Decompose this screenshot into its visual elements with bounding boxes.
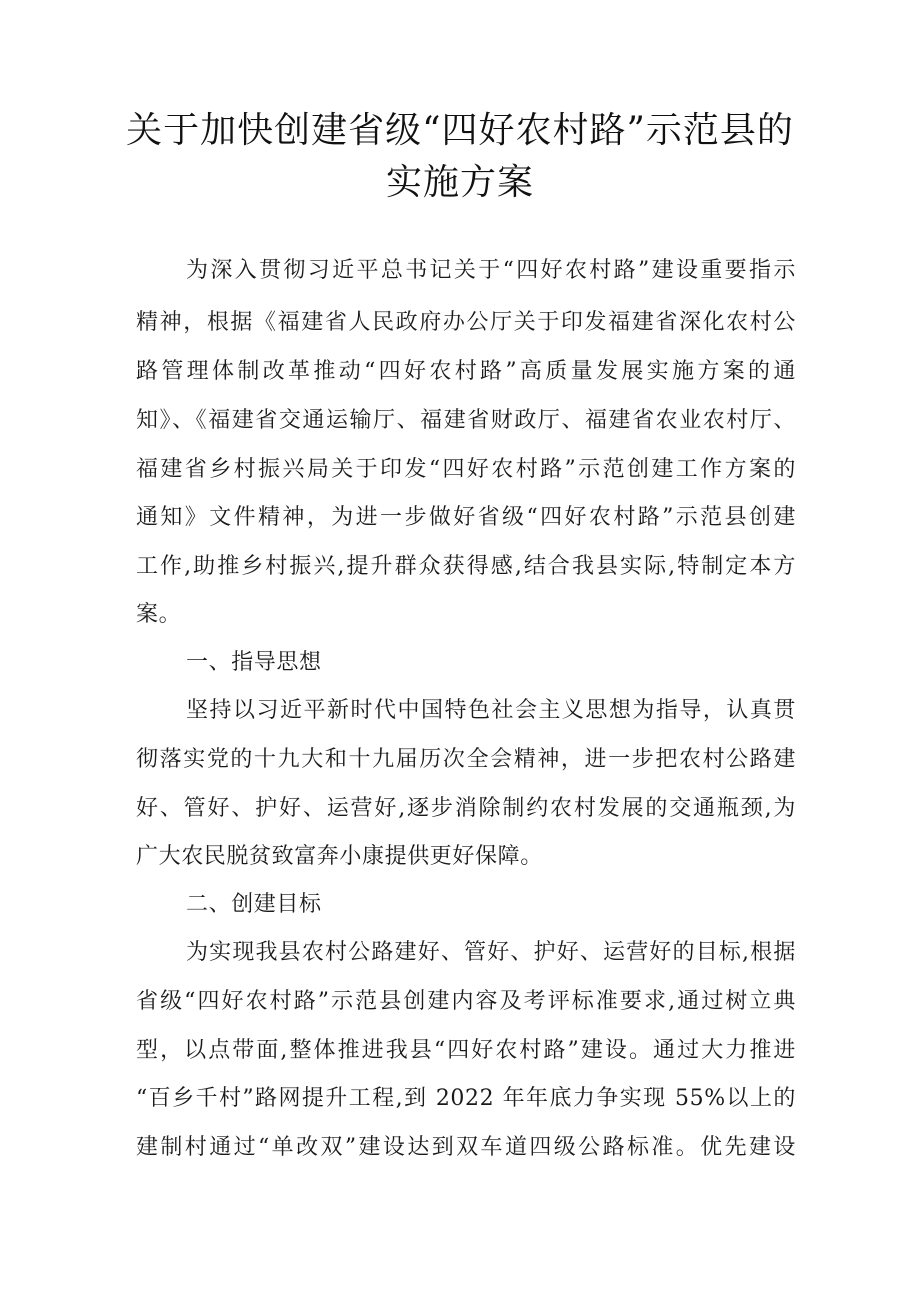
paragraph-line: 知》、《福建省交通运输厅、福建省财政厅、福建省农业农村厅、 (136, 408, 796, 433)
paragraph-line: 型，以点带面,整体推进我县“四好农村路”建设。通过大力推进 (136, 1038, 796, 1063)
paragraph-line: 建制村通过“单改双”建设达到双车道四级公路标准。优先建设 (136, 1135, 796, 1160)
paragraph-line: “百乡千村”路网提升工程,到 2022 年年底力争实现 55%以上的 (136, 1086, 796, 1111)
paragraph-line: 省级“四好农村路”示范县创建内容及考评标准要求,通过树立典 (136, 989, 796, 1014)
section-heading: 二、创建目标 (186, 892, 322, 917)
paragraph-line: 为深入贯彻习近平总书记关于“四好农村路”建设重要指示 (186, 258, 796, 283)
document-title-line-2: 实施方案 (385, 162, 534, 203)
paragraph-line: 福建省乡村振兴局关于印发“四好农村路”示范创建工作方案的 (136, 457, 796, 482)
paragraph-line: 好、管好、护好、运营好,逐步消除制约农村发展的交通瓶颈,为 (136, 796, 796, 821)
paragraph-line: 案。 (136, 602, 182, 627)
section-heading: 一、指导思想 (186, 650, 322, 675)
paragraph-line: 广大农民脱贫致富奔小康提供更好保障。 (136, 844, 543, 869)
paragraph-line: 坚持以习近平新时代中国特色社会主义思想为指导，认真贯 (186, 698, 796, 723)
paragraph-line: 为实现我县农村公路建好、管好、护好、运营好的目标,根据 (186, 940, 796, 965)
document-title-line-1: 关于加快创建省级“四好农村路”示范县的 (126, 110, 794, 151)
paragraph-line: 路管理体制改革推动“四好农村路”高质量发展实施方案的通 (136, 359, 796, 384)
paragraph-line: 工作,助推乡村振兴,提升群众获得感,结合我县实际,特制定本方 (136, 554, 796, 579)
paragraph-line: 精神，根据《福建省人民政府办公厅关于印发福建省深化农村公 (136, 310, 796, 335)
paragraph-line: 通知》文件精神，为进一步做好省级“四好农村路”示范县创建 (136, 505, 796, 530)
paragraph-line: 彻落实党的十九大和十九届历次全会精神，进一步把农村公路建 (136, 747, 796, 772)
